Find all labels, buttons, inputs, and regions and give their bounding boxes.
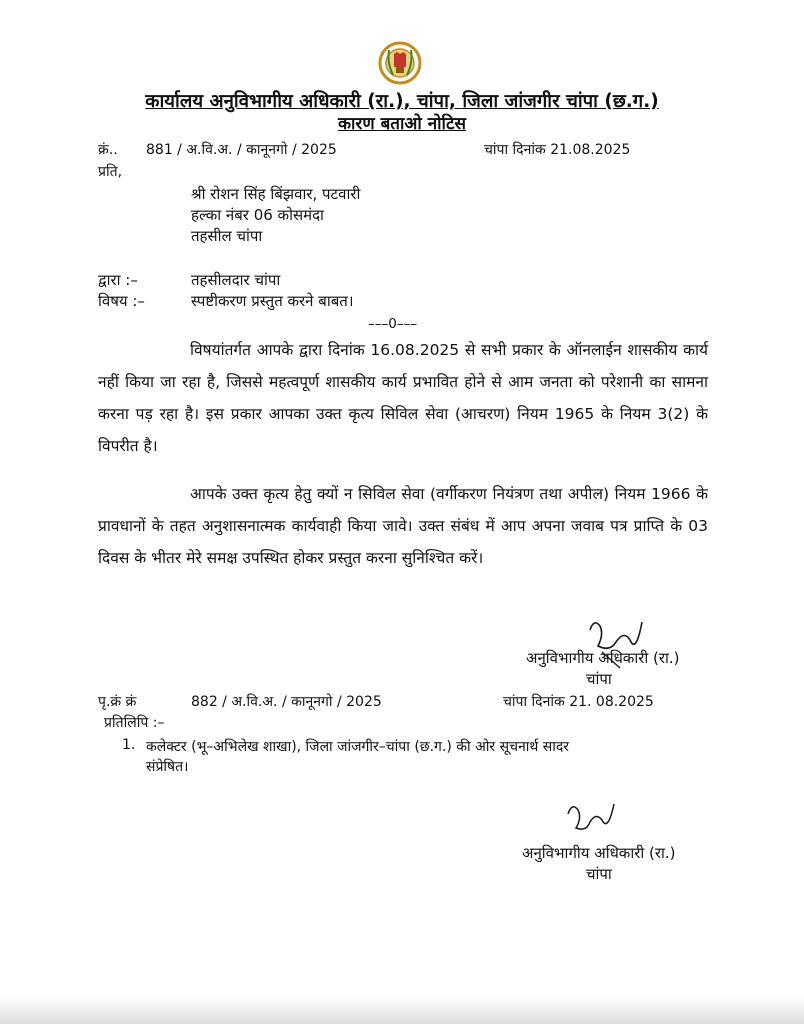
copy-item-line1: कलेक्टर (भू–अभिलेख शाखा), जिला जांजगीर–चांपा (छ.ग.) की ओर सूचनार्थ सादर [146, 739, 570, 755]
signature1-designation: अनुविभागीय अधिकारी (रा.) [526, 649, 680, 667]
endorsement-date: चांपा दिनांक 21. 08.2025 [503, 694, 654, 710]
notice-title: कारण बताओ नोटिस [337, 114, 467, 134]
signature2-place: चांपा [586, 865, 612, 883]
recipient-line3: तहसील चांपा [191, 227, 263, 245]
signature1-place: चांपा [586, 670, 612, 688]
to-label: प्रति, [98, 164, 123, 180]
signature-image-2 [560, 798, 630, 848]
copy-item-line2: संप्रेषित। [146, 759, 189, 775]
office-title: कार्यालय अनुविभागीय अधिकारी (रा.), चांपा, जिला जांजगीर चांपा (छ.ग.) [145, 91, 659, 112]
ref-number: 881 / अ.वि.अ. / कानूनगो / 2025 [146, 142, 337, 158]
subject-label: विषय :– [98, 292, 145, 310]
ref-label: क्रं.. [98, 142, 118, 158]
signature2-designation: अनुविभागीय अधिकारी (रा.) [522, 844, 676, 862]
via-value: तहसीलदार चांपा [191, 271, 281, 289]
copy-label: प्रतिलिपि :– [104, 715, 165, 731]
endorsement-label: पृ.क्रं क्रं [98, 694, 137, 710]
separator: –––0––– [368, 316, 418, 332]
copy-item-number: 1. [122, 737, 136, 753]
body-paragraph-2: आपके उक्त कृत्य हेतु क्यों न सिविल सेवा (वर्गीकरण नियंत्रण तथा अपील) नियम 1966 के प्रावधानों के तहत अनुशासनात्मक कार्यवाही किया जावे। उक्त संबंध में आप अपना जवाब पत्र प्राप्ति के 03 दिवस के भीतर मेरे समक्ष उपस्थित होकर प्रस्तुत करना सुनिश्चित करें। [98, 485, 708, 567]
via-label: द्वारा :– [98, 271, 138, 289]
recipient-line1: श्री रोशन सिंह बिंझवार, पटवारी [191, 185, 361, 203]
endorsement-number: 882 / अ.वि.अ. / कानूनगो / 2025 [191, 694, 382, 710]
page-bottom-shadow [0, 996, 804, 1024]
subject-value: स्पष्टीकरण प्रस्तुत करने बाबत। [191, 292, 354, 310]
ref-date: चांपा दिनांक 21.08.2025 [484, 142, 631, 158]
recipient-line2: हल्का नंबर 06 कोसमंदा [191, 206, 324, 224]
state-emblem-icon [375, 40, 425, 86]
body-paragraph-1: विषयांतर्गत आपके द्वारा दिनांक 16.08.2025 से सभी प्रकार के ऑनलाईन शासकीय कार्य नहीं किया जा रहा है, जिससे महत्वपूर्ण शासकीय कार्य प्रभावित होने से आम जनता को परेशानी का सामना करना पड़ रहा है। इस प्रकार आपका उक्त कृत्य सिविल सेवा (आचरण) नियम 1965 के नियम 3(2) के विपरीत है। [98, 341, 708, 455]
